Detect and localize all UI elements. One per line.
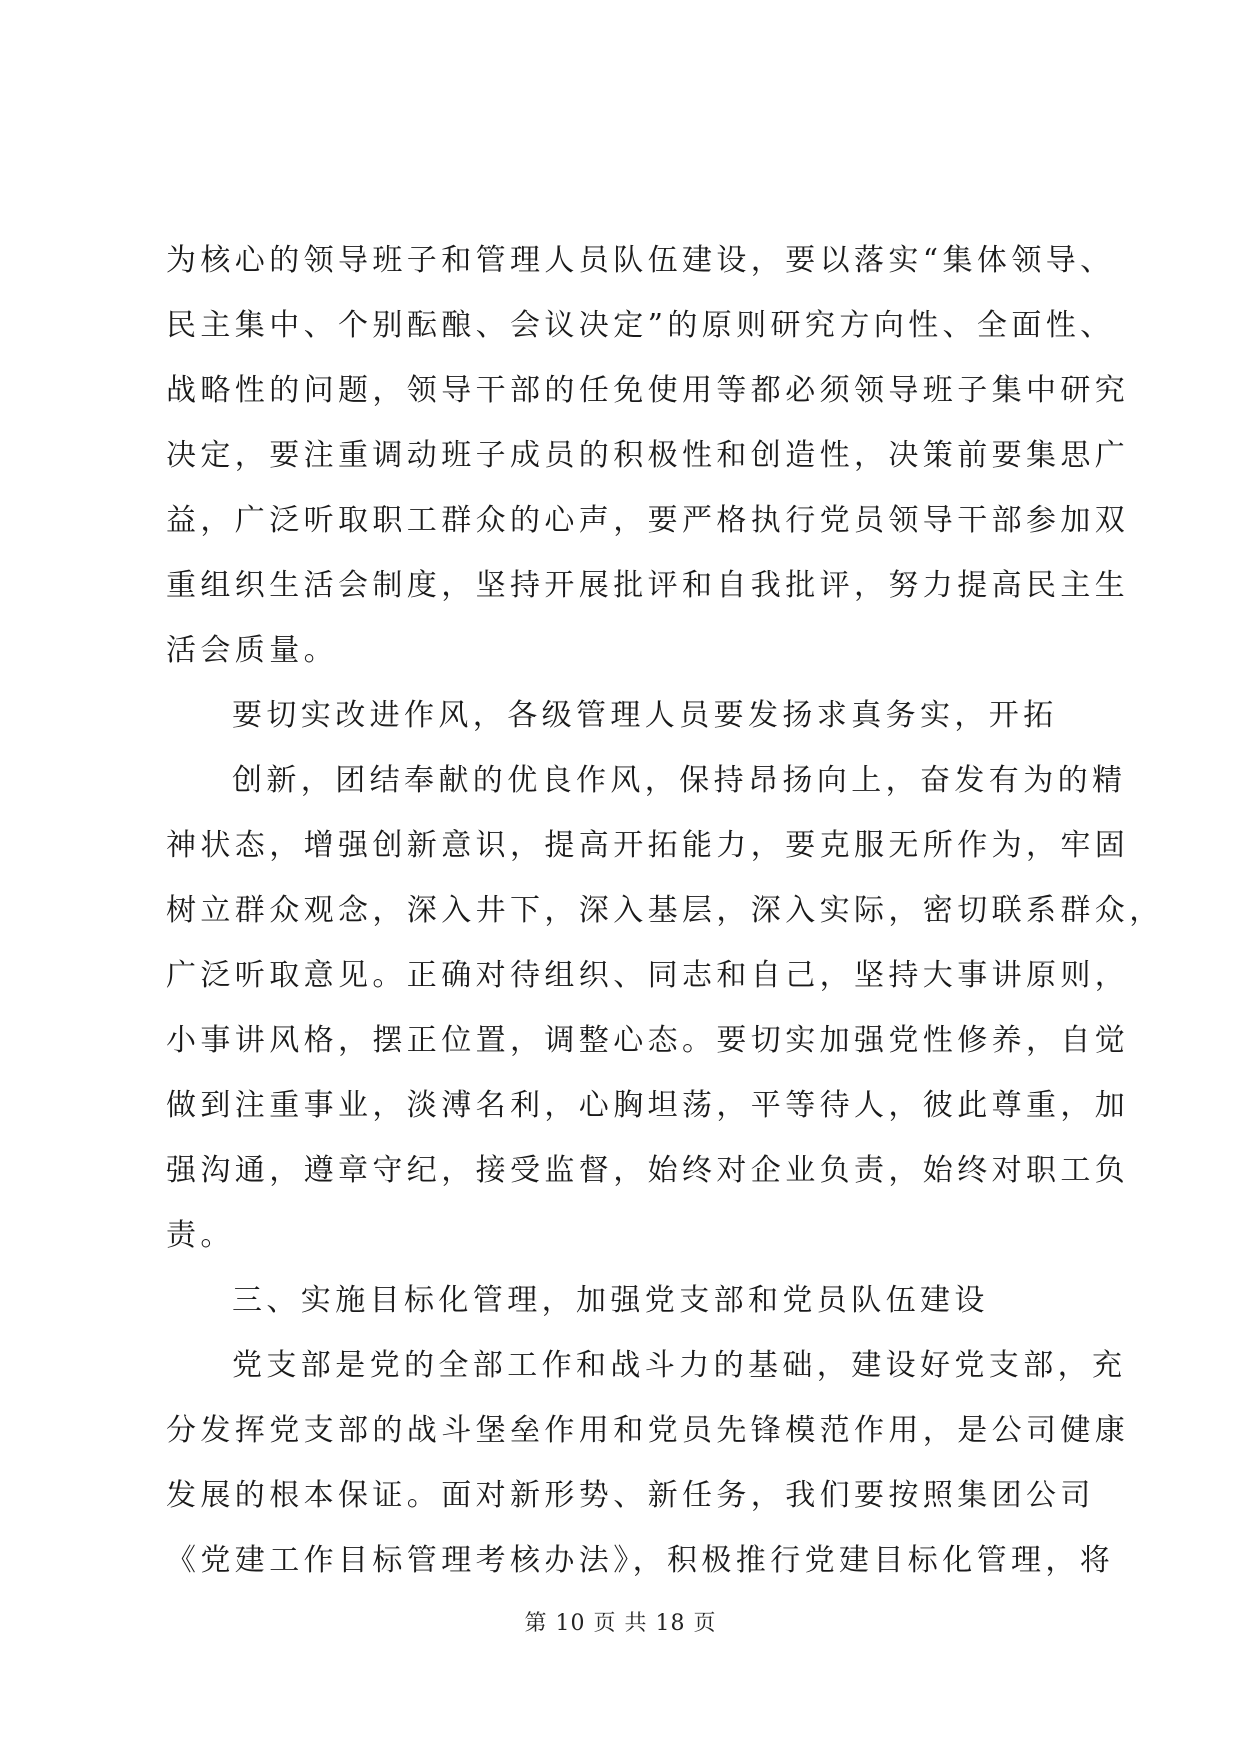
text-line: 广泛听取意见。正确对待组织、同志和自己，坚持大事讲原则， [166,958,1130,993]
text-line: 活会质量。 [166,633,338,668]
text-line: 责。 [166,1218,235,1253]
text-line: 为核心的领导班子和管理人员队伍建设，要以落实“集体领导、 [166,243,1115,278]
text-line: 重组织生活会制度，坚持开展批评和自我批评，努力提高民主生 [166,568,1130,603]
text-line: 党支部是党的全部工作和战斗力的基础，建设好党支部，充 [232,1348,1127,1383]
text-line: 民主集中、个别酝酿、会议决定”的原则研究方向性、全面性、 [166,308,1115,343]
text-line: 要切实改进作风，各级管理人员要发扬求真务实，开拓 [232,698,1058,733]
text-line: 树立群众观念，深入井下，深入基层，深入实际，密切联系群众， [166,893,1164,928]
text-line: 战略性的问题，领导干部的任免使用等都必须领导班子集中研究 [166,373,1130,408]
text-line: 《党建工作目标管理考核办法》，积极推行党建目标化管理，将 [166,1543,1115,1578]
text-line: 小事讲风格，摆正位置，调整心态。要切实加强党性修养，自觉 [166,1023,1130,1058]
text-line: 发展的根本保证。面对新形势、新任务，我们要按照集团公司 [166,1478,1095,1513]
section-heading: 三、实施目标化管理，加强党支部和党员队伍建设 [232,1283,989,1318]
text-line: 创新，团结奉献的优良作风，保持昂扬向上，奋发有为的精 [232,763,1127,798]
text-line: 益，广泛听取职工群众的心声，要严格执行党员领导干部参加双 [166,503,1130,538]
text-line: 决定，要注重调动班子成员的积极性和创造性，决策前要集思广 [166,438,1130,473]
text-line: 神状态，增强创新意识，提高开拓能力，要克服无所作为，牢固 [166,828,1130,863]
text-line: 分发挥党支部的战斗堡垒作用和党员先锋模范作用，是公司健康 [166,1413,1130,1448]
page-number-footer: 第 10 页 共 18 页 [524,1611,717,1636]
body-text [166,228,1164,1593]
text-line: 强沟通，遵章守纪，接受监督，始终对企业负责，始终对职工负 [166,1153,1130,1188]
text-line: 做到注重事业，淡溥名利，心胸坦荡，平等待人，彼此尊重，加 [166,1088,1130,1123]
